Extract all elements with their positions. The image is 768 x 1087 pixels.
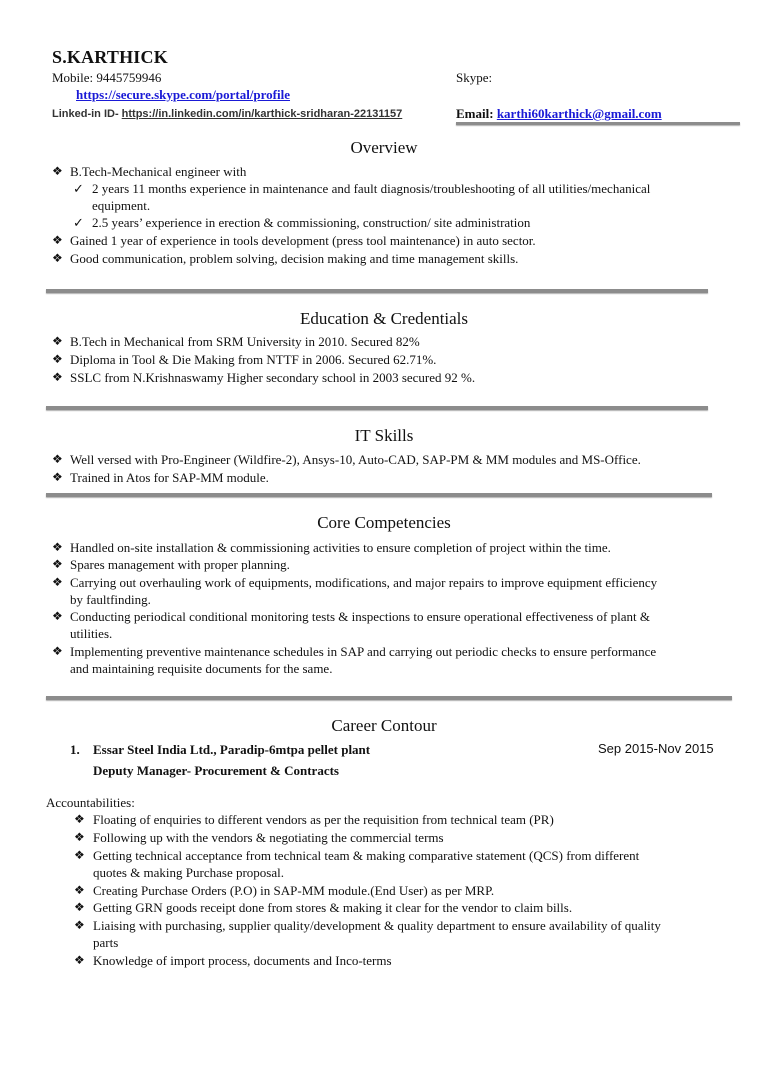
overview-subitem: 2.5 years’ experience in erection & commissioning, construction/ site administration: [92, 215, 531, 230]
diamond-bullet-icon: ❖: [52, 370, 63, 384]
core-competencies-heading: Core Competencies: [317, 513, 451, 532]
diamond-bullet-icon: ❖: [74, 953, 85, 967]
diamond-bullet-icon: ❖: [52, 452, 63, 466]
linkedin-label: Linked-in ID-: [52, 108, 119, 120]
skype-link[interactable]: https://secure.skype.com/portal/profile: [76, 87, 291, 102]
overview-item: Good communication, problem solving, decision making and time management skills.: [70, 251, 519, 266]
accountability-item-cont: quotes & making Purchase proposal.: [93, 865, 284, 880]
diamond-bullet-icon: ❖: [52, 575, 63, 589]
competency-item: Spares management with proper planning.: [70, 557, 290, 572]
it-skill-item: Well versed with Pro-Engineer (Wildfire-2), Ansys-10, Auto-CAD, SAP-PM & MM modules and MS-Office.: [70, 452, 641, 467]
competency-item: Implementing preventive maintenance schedules in SAP and carrying out periodic checks to ensure performance: [70, 644, 657, 659]
overview-heading: Overview: [350, 138, 418, 157]
company-name: Essar Steel India Ltd., Paradip-6mtpa pellet plant: [93, 742, 371, 757]
it-skills-heading: IT Skills: [354, 426, 414, 445]
diamond-bullet-icon: ❖: [52, 644, 63, 658]
diamond-bullet-icon: ❖: [74, 848, 85, 862]
diamond-bullet-icon: ❖: [52, 251, 63, 265]
header-rule: [456, 122, 740, 125]
overview-item: B.Tech-Mechanical engineer with: [70, 164, 247, 179]
accountability-item: Getting technical acceptance from technical team & making comparative statement (QCS) from different: [93, 848, 640, 863]
job-dates: Sep 2015-Nov 2015: [598, 741, 714, 756]
accountability-item: Getting GRN goods receipt done from stores & making it clear for the vendor to claim bills.: [93, 900, 573, 915]
job-number: 1.: [70, 742, 80, 757]
diamond-bullet-icon: ❖: [52, 334, 63, 348]
competency-item-cont: utilities.: [70, 626, 113, 641]
diamond-bullet-icon: ❖: [52, 352, 63, 366]
section-divider: [46, 493, 712, 497]
diamond-bullet-icon: ❖: [52, 164, 63, 178]
email-row: [456, 106, 662, 122]
competency-item: Carrying out overhauling work of equipments, modifications, and major repairs to improve equipment efficiency: [70, 575, 658, 590]
diamond-bullet-icon: ❖: [74, 812, 85, 826]
accountability-item: Liaising with purchasing, supplier quality/development & quality department to ensure availability of quality: [93, 918, 661, 933]
diamond-bullet-icon: ❖: [52, 233, 63, 247]
competency-item-cont: and maintaining requisite documents for the same.: [70, 661, 333, 676]
competency-item: Handled on-site installation & commissioning activities to ensure completion of project within the time.: [70, 540, 611, 555]
accountability-item-cont: parts: [93, 935, 119, 950]
education-item: SSLC from N.Krishnaswamy Higher secondary school in 2003 secured 92 %.: [70, 370, 476, 385]
diamond-bullet-icon: ❖: [74, 900, 85, 914]
education-item: B.Tech in Mechanical from SRM University in 2010. Secured 82%: [70, 334, 420, 349]
accountability-item: Knowledge of import process, documents and Inco-terms: [93, 953, 392, 968]
section-divider: [46, 289, 708, 293]
overview-subitem: 2 years 11 months experience in maintenance and fault diagnosis/troubleshooting of all utilities/mechanical: [92, 181, 651, 196]
check-bullet-icon: ✓: [73, 181, 84, 196]
overview-subitem-cont: equipment.: [92, 198, 151, 213]
section-divider: [46, 696, 732, 700]
education-heading: Education & Credentials: [299, 309, 469, 328]
skype-label: Skype:: [456, 70, 493, 85]
candidate-name: S.KARTHICK: [52, 47, 168, 67]
diamond-bullet-icon: ❖: [74, 883, 85, 897]
diamond-bullet-icon: ❖: [52, 609, 63, 623]
competency-item-cont: by faultfinding.: [70, 592, 151, 607]
accountability-item: Floating of enquiries to different vendors as per the requisition from technical team (PR): [93, 812, 554, 827]
diamond-bullet-icon: ❖: [74, 830, 85, 844]
linkedin-row: [52, 108, 402, 120]
section-divider: [46, 406, 708, 410]
it-skill-item: Trained in Atos for SAP-MM module.: [70, 470, 269, 485]
education-item: Diploma in Tool & Die Making from NTTF in 2006. Secured 62.71%.: [70, 352, 437, 367]
job-role: Deputy Manager- Procurement & Contracts: [93, 763, 339, 778]
linkedin-link[interactable]: https://in.linkedin.com/in/karthick-sridharan-22131157: [121, 108, 403, 120]
email-label: Email:: [456, 106, 494, 121]
check-bullet-icon: ✓: [73, 215, 84, 230]
career-heading: Career Contour: [331, 716, 437, 735]
diamond-bullet-icon: ❖: [52, 540, 63, 554]
email-link[interactable]: karthi60karthick@gmail.com: [496, 106, 662, 121]
competency-item: Conducting periodical conditional monitoring tests & inspections to ensure operational effectiveness of plant &: [70, 609, 650, 624]
diamond-bullet-icon: ❖: [52, 557, 63, 571]
overview-item: Gained 1 year of experience in tools development (press tool maintenance) in auto sector.: [70, 233, 536, 248]
diamond-bullet-icon: ❖: [74, 918, 85, 932]
accountability-item: Creating Purchase Orders (P.O) in SAP-MM module.(End User) as per MRP.: [93, 883, 495, 898]
accountabilities-label: Accountabilities:: [46, 795, 135, 810]
diamond-bullet-icon: ❖: [52, 470, 63, 484]
accountability-item: Following up with the vendors & negotiating the commercial terms: [93, 830, 444, 845]
mobile-number: Mobile: 9445759946: [52, 70, 162, 85]
